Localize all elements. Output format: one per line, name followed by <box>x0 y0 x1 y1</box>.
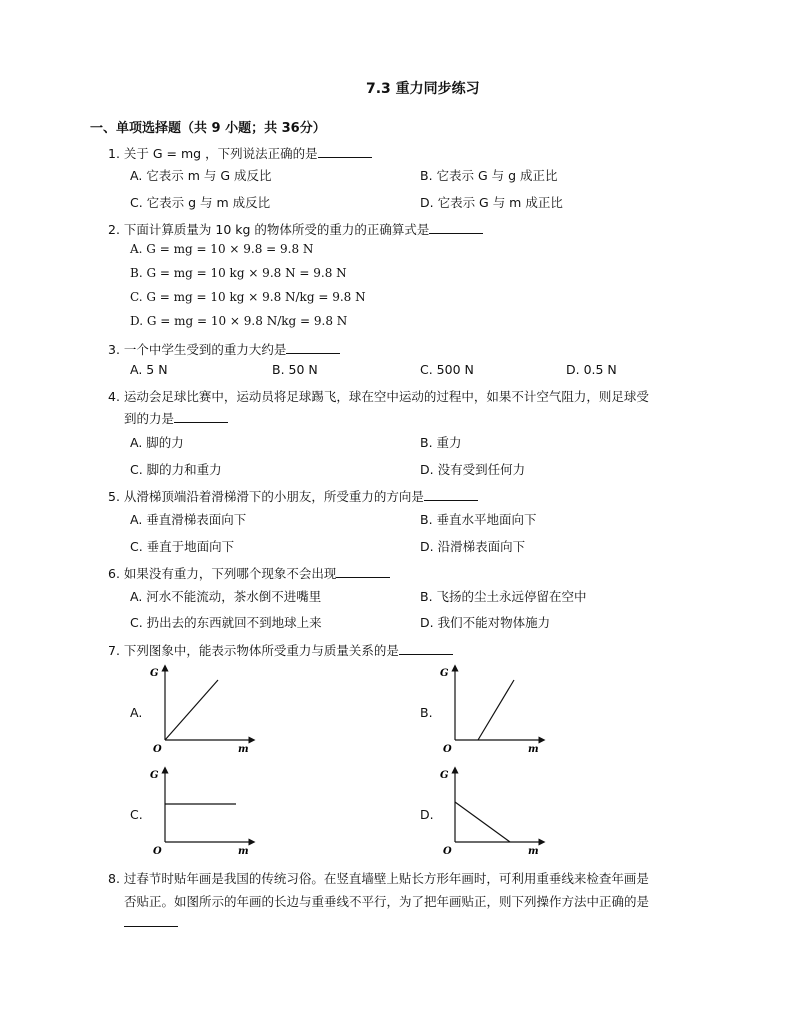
origin-label: O <box>153 846 162 856</box>
question-1-stem: 1. 关于 G = mg ，下列说法正确的是 <box>108 144 372 162</box>
origin-label: O <box>153 744 162 754</box>
x-axis-label: m <box>238 846 249 856</box>
q4-option-d[interactable]: D. 没有受到任何力 <box>420 462 526 477</box>
page-title: 7.3 重力同步练习 <box>366 81 480 97</box>
y-axis-label: G <box>440 770 449 781</box>
question-4-stem: 4. 运动会足球比赛中，运动员将足球踢飞，球在空中运动的过程中，如果不计空气阻力，则足球受 <box>108 389 649 404</box>
question-3-stem: 3. 一个中学生受到的重力大约是 <box>108 340 340 358</box>
q6-option-a[interactable]: A. 河水不能流动，茶水倒不进嘴里 <box>130 589 322 604</box>
q4-option-c[interactable]: C. 脚的力和重力 <box>130 462 222 477</box>
q3-option-b[interactable]: B. 50 N <box>272 362 318 377</box>
question-5-stem: 5. 从滑梯顶端沿着滑梯滑下的小朋友，所受重力的方向是 <box>108 487 478 505</box>
q2-option-a[interactable]: A. G = mg = 10 × 9.8 = 9.8 N <box>130 242 314 256</box>
x-axis-label: m <box>238 744 249 754</box>
question-6-stem: 6. 如果没有重力，下列哪个现象不会出现 <box>108 564 390 582</box>
q7-graph-c[interactable] <box>148 764 258 856</box>
x-axis-label: m <box>528 744 539 754</box>
q6-option-d[interactable]: D. 我们不能对物体施力 <box>420 615 551 630</box>
question-8-stem-cont: 否贴正。如图所示的年画的长边与重垂线不平行，为了把年画贴正，则下列操作方法中正确的是 <box>124 894 650 909</box>
q7-graph-b[interactable] <box>438 662 548 754</box>
y-axis-label: G <box>440 668 449 679</box>
question-2-stem: 2. 下面计算质量为 10 kg 的物体所受的重力的正确算式是 <box>108 220 483 238</box>
q5-option-b[interactable]: B. 垂直水平地面向下 <box>420 512 537 527</box>
q3-option-c[interactable]: C. 500 N <box>420 362 474 377</box>
q6-option-c[interactable]: C. 扔出去的东西就回不到地球上来 <box>130 615 322 630</box>
q4-option-b[interactable]: B. 重力 <box>420 435 462 450</box>
q7-option-c[interactable]: C. <box>130 807 143 822</box>
q7-graph-d[interactable] <box>438 764 548 856</box>
q2-option-c[interactable]: C. G = mg = 10 kg × 9.8 N/kg = 9.8 N <box>130 290 366 304</box>
q8-answer-blank[interactable] <box>124 914 178 930</box>
question-8-stem: 8. 过春节时贴年画是我国的传统习俗。在竖直墙壁上贴长方形年画时，可利用重垂线来检查年画是 <box>108 871 649 886</box>
q2-option-d[interactable]: D. G = mg = 10 × 9.8 N/kg = 9.8 N <box>130 314 348 328</box>
q7-option-a[interactable]: A. <box>130 705 143 720</box>
q1-option-c[interactable]: C. 它表示 g 与 m 成反比 <box>130 195 271 210</box>
origin-label: O <box>443 744 452 754</box>
origin-label: O <box>443 846 452 856</box>
q1-option-d[interactable]: D. 它表示 G 与 m 成正比 <box>420 195 563 210</box>
q7-option-b[interactable]: B. <box>420 705 433 720</box>
y-axis-label: G <box>150 770 159 781</box>
q7-option-d[interactable]: D. <box>420 807 434 822</box>
q5-option-a[interactable]: A. 垂直滑梯表面向下 <box>130 512 247 527</box>
q7a-line <box>165 680 218 740</box>
q1-option-b[interactable]: B. 它表示 G 与 g 成正比 <box>420 168 558 183</box>
y-axis-label: G <box>150 668 159 679</box>
q5-option-d[interactable]: D. 沿滑梯表面向下 <box>420 539 526 554</box>
q7b-line <box>478 680 514 740</box>
q6-option-b[interactable]: B. 飞扬的尘土永远停留在空中 <box>420 589 587 604</box>
q7-graph-a[interactable] <box>148 662 258 754</box>
q1-option-a[interactable]: A. 它表示 m 与 G 成反比 <box>130 168 272 183</box>
question-7-stem: 7. 下列图象中，能表示物体所受重力与质量关系的是 <box>108 641 453 659</box>
section-header: 一、单项选择题（共 9 小题；共 36分） <box>90 121 326 136</box>
q2-option-b[interactable]: B. G = mg = 10 kg × 9.8 N = 9.8 N <box>130 266 347 280</box>
q5-option-c[interactable]: C. 垂直于地面向下 <box>130 539 235 554</box>
question-4-stem-cont: 到的力是 <box>124 409 228 427</box>
q3-option-a[interactable]: A. 5 N <box>130 362 168 377</box>
q3-option-d[interactable]: D. 0.5 N <box>566 362 617 377</box>
q7d-line <box>455 802 510 842</box>
x-axis-label: m <box>528 846 539 856</box>
q4-option-a[interactable]: A. 脚的力 <box>130 435 184 450</box>
